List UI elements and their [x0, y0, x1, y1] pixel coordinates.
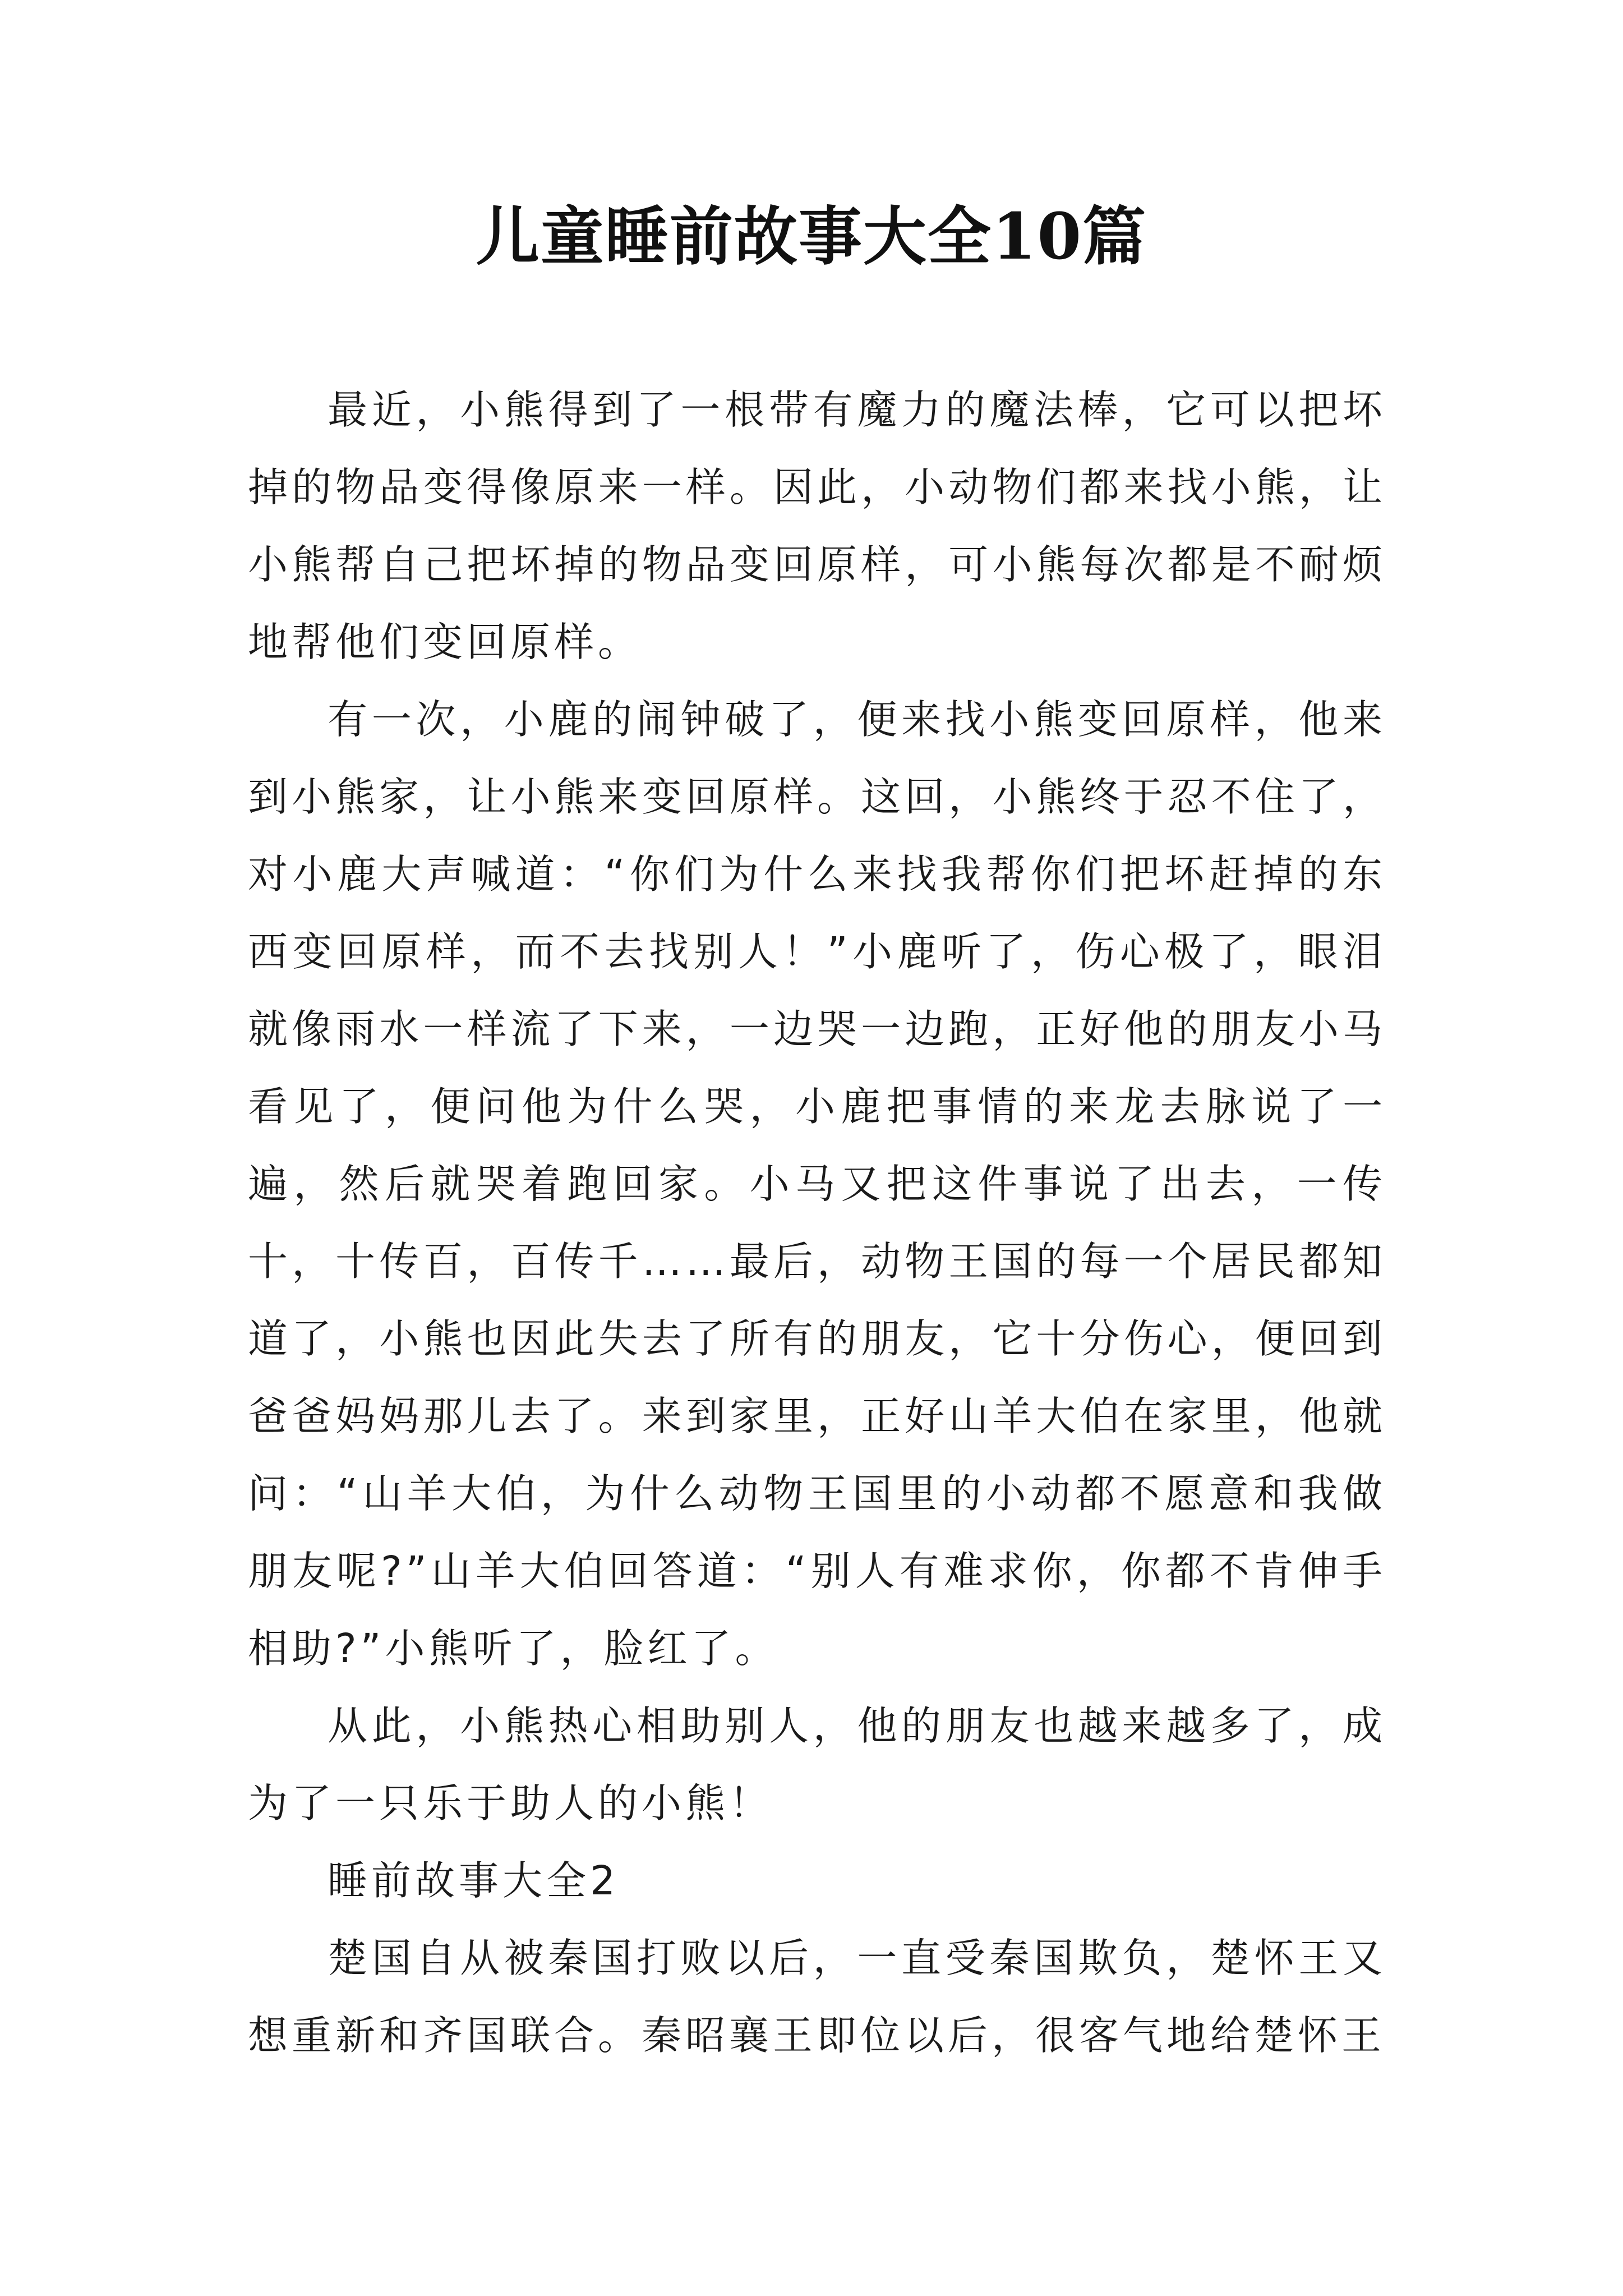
paragraph-4: 楚国自从被秦国打败以后，一直受秦国欺负，楚怀王又想重新和齐国联合。秦昭襄王即位以后，很客气地给楚怀王 — [248, 1935, 1386, 2059]
paragraph-1: 最近，小熊得到了一根带有魔力的魔法棒，它可以把坏掉的物品变得像原来一样。因此，小动物们都来找小熊，让小熊帮自己把坏掉的物品变回原样，可小熊每次都是不耐烦地帮他们变回原样。 — [248, 386, 1386, 665]
paragraph-3: 从此，小熊热心相助别人，他的朋友也越来越多了，成为了一只乐于助人的小熊！ — [248, 1703, 1386, 1826]
section-heading-story-2: 睡前故事大全2 — [328, 1857, 620, 1904]
paragraph-2: 有一次，小鹿的闹钟破了，便来找小熊变回原样，他来到小熊家，让小熊来变回原样。这回，小熊终于忍不住了，对小鹿大声喊道：“你们为什么来找我帮你们把坏赶掉的东西变回原样，而不去找别人！”小鹿听了，伤心极了，眼泪就像雨水一样流了下来，一边哭一边跑，正好他的朋友小马看见了，便问他为什么哭，小鹿把事情的来龙去脉说了一遍，然后就哭着跑回家。小马又把这件事说了出去，一传十，十传百，百传千……最后，动物王国的每一个居民都知道了，小熊也因此失去了所有的朋友，它十分伤心，便回到爸爸妈妈那儿去了。来到家里，正好山羊大伯在家里，他就问：“山羊大伯，为什么动物王国里的小动都不愿意和我做朋友呢?”山羊大伯回答道：“别人有难求你，你都不肯伸手相助?”小熊听了，脸红了。 — [248, 696, 1386, 1672]
document-title: 儿童睡前故事大全10篇 — [476, 199, 1147, 274]
document-body — [248, 371, 1386, 2074]
